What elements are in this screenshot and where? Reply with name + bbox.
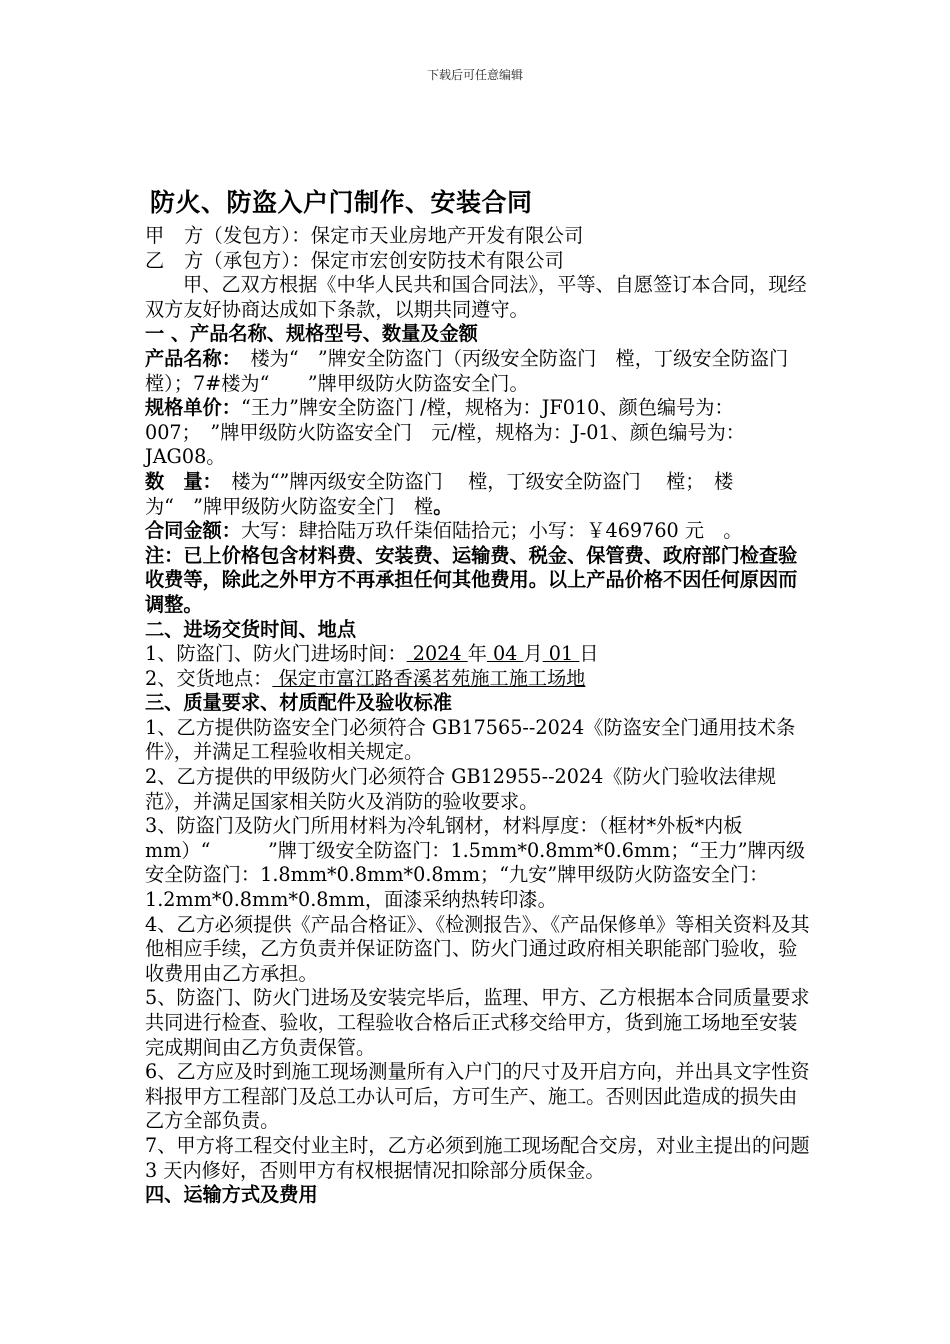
year-unit: 年 (467, 642, 487, 666)
contract-body (145, 224, 810, 1208)
quantity-paragraph (145, 470, 810, 519)
quality-item: 4、乙方必须提供《产品合格证》、《检测报告》、《产品保修单》等相关资料及其他相应手续，乙方负责并保证防盗门、防火门通过政府相关职能部门验收，验收费用由乙方承担。 (145, 912, 810, 985)
delivery-year: 2024 (406, 642, 468, 666)
intro-paragraph: 甲、乙双方根据《中华人民共和国合同法》，平等、自愿签订本合同，现经双方友好协商达成如下条款，以期共同遵守。 (145, 273, 807, 321)
quality-item: 6、乙方应及时到施工现场测量所有入户门的尺寸及开启方向，并出具文字性资料报甲方工程部门及总工办认可后，方可生产、施工。否则因此造成的损失由乙方全部负责。 (145, 1060, 810, 1133)
section4-heading: 四、运输方式及费用 (145, 1183, 318, 1207)
spec-price-paragraph (145, 396, 810, 470)
quality-item: 7、甲方将工程交付业主时，乙方必须到施工现场配合交房，对业主提出的问题 3 天内修好，否则甲方有权根据情况扣除部分质保金。 (145, 1133, 810, 1182)
delivery-place: 保定市富江路香溪茗苑施工施工场地 (272, 666, 586, 690)
quality-item: 3、防盗门及防火门所用材料为冷轧钢材，材料厚度：（框材*外板*内板 mm）“ ”牌丁级安全防盗门：1.5mm*0.8mm*0.6mm；“王力”牌丙级安全防盗门：1.8mm*0.8mm*0.8mm；“九安”牌甲级防火防盗安全门：1.2mm*0.8mm*0.8mm，面漆采纳热转印漆。 (145, 814, 806, 912)
contract-title: 防火、防盗入户门制作、安装合同 (150, 188, 533, 217)
price-note: 注：已上价格包含材料费、安装费、运输费、税金、保管费、政府部门检查验收费等，除此之外甲方不再承担任何其他费用。以上产品价格不因任何原因而调整。 (145, 543, 798, 616)
section3-heading: 三、质量要求、材质配件及验收标准 (145, 691, 452, 715)
delivery-time-prefix: 1、防盗门、防火门进场时间： (145, 642, 407, 666)
delivery-place-prefix: 2、交货地点： (145, 666, 273, 690)
amount-paragraph (145, 519, 810, 544)
section1-heading: 一 、产品名称、规格型号、数量及金额 (145, 322, 478, 346)
product-name-label: 产品名称： (145, 346, 232, 370)
day-unit: 日 (579, 642, 599, 666)
party-a: 甲 方（发包方）：保定市天业房地产开发有限公司 (145, 224, 584, 247)
month-unit: 月 (523, 642, 543, 666)
quality-item: 5、防盗门、防火门进场及安装完毕后，监理、甲方、乙方根据本合同质量要求共同进行检查、验收，工程验收合格后正式移交给甲方，货到施工场地至安装完成期间由乙方负责保管。 (145, 986, 810, 1059)
amount-text: 大写：肆拾陆万玖仟柒佰陆拾元；小写：￥469760 元 。 (240, 519, 743, 543)
quality-item: 1、乙方提供防盗安全门必须符合 GB17565--2024《防盗安全门通用技术条件》，并满足工程验收相关规定。 (145, 715, 796, 764)
header-note: 下载后可任意编辑 (426, 68, 523, 82)
product-name-paragraph (145, 347, 810, 396)
quantity-text: 楼为“”牌丙级安全防盗门 樘，丁级安全防盗门 樘； 楼为“ ”牌甲级防火防盗安全门 樘 (145, 469, 734, 518)
delivery-day: 01 (542, 642, 580, 666)
delivery-month: 04 (486, 642, 524, 666)
amount-label: 合同金额： (145, 519, 241, 543)
section2-heading: 二、进场交货时间、地点 (145, 617, 357, 641)
quantity-label: 数 量： (145, 469, 213, 493)
spec-price-label: 规格单价： (145, 396, 241, 420)
quantity-end: 。 (433, 494, 453, 518)
quality-item: 2、乙方提供的甲级防火门必须符合 GB12955--2024《防火门验收法律规范》，并满足国家相关防火及消防的验收要求。 (145, 765, 777, 813)
spec-price-text: “王力”牌安全防盗门 /樘，规格为：JF010、颜色编号为：007； ”牌甲级防火防盗安全门 元/樘，规格为：J-01、颜色编号为：JAG08。 (145, 396, 745, 469)
product-name-text: 楼为“ ”牌安全防盗门（丙级安全防盗门 樘，丁级安全防盗门樘）；7#楼为“ ”牌甲级防火防盗安全门。 (145, 346, 789, 395)
delivery-place-line (145, 667, 810, 692)
party-b: 乙 方（承包方）：保定市宏创安防技术有限公司 (145, 248, 565, 272)
delivery-time-line (145, 642, 810, 667)
